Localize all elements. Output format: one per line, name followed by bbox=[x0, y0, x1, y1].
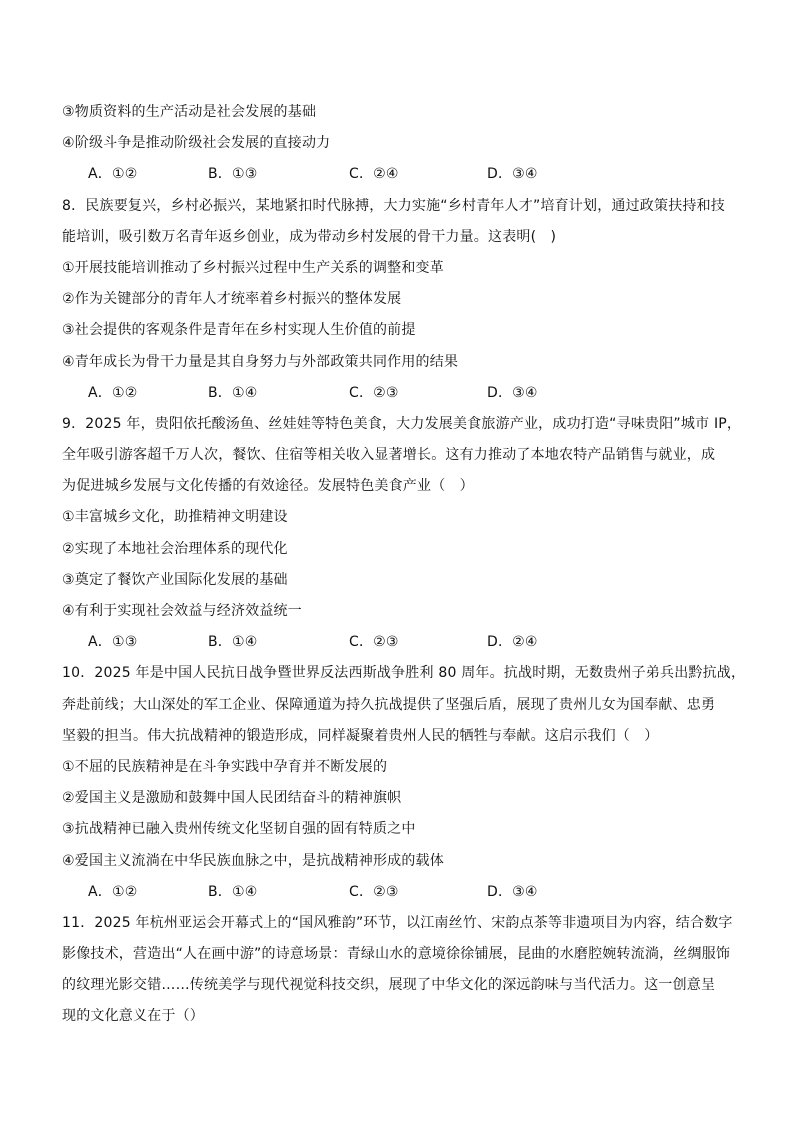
text-line: 影像技术，营造出“人在画中游”的诗意场景：青绿山水的意境徐徐铺展，昆曲的水磨腔婉转流淌，丝绸服饰 bbox=[62, 946, 731, 963]
answer-options bbox=[62, 630, 732, 661]
text-line: 9．2025 年，贵阳依托酸汤鱼、丝娃娃等特色美食，大力发展美食旅游产业，成功打造“寻味贵阳”城市 IP， bbox=[62, 415, 742, 432]
text-line: 8．民族要复兴，乡村必振兴，某地紧扣时代脉搏，大力实施“乡村青年人才”培育计划，通过政策扶持和技 bbox=[62, 197, 726, 214]
text-line: 现的文化意义在于（） bbox=[62, 1008, 204, 1025]
text-line: ④阶级斗争是推动阶级社会发展的直接动力 bbox=[62, 135, 331, 152]
text-line: ③物质资料的生产活动是社会发展的基础 bbox=[62, 104, 317, 120]
answer-options bbox=[62, 381, 732, 412]
text-line: ②爱国主义是激励和鼓舞中国人民团结奋斗的精神旗帜 bbox=[62, 790, 402, 807]
answer-option: A．①② bbox=[88, 883, 138, 900]
answer-option: C．②④ bbox=[349, 166, 399, 183]
text-line: ①不屈的民族精神是在斗争实践中孕育并不断发展的 bbox=[62, 758, 388, 775]
text-line: 为促进城乡发展与文化传播的有效途径。发展特色美食产业（ ） bbox=[62, 478, 474, 495]
text-line: 的纹理光影交错……传统美学与现代视觉科技交织，展现了中华文化的深远韵味与当代活力。这一创意呈 bbox=[62, 977, 716, 994]
text-line: 全年吸引游客超千万人次，餐饮、住宿等相关收入显著增长。这有力推动了本地农特产品销售与就业，成 bbox=[62, 447, 716, 464]
answer-option: B．①④ bbox=[208, 883, 258, 900]
answer-option: A．①③ bbox=[88, 634, 138, 651]
answer-option: C．②③ bbox=[349, 883, 399, 900]
text-line: ④爱国主义流淌在中华民族血脉之中，是抗战精神形成的载体 bbox=[62, 852, 444, 869]
text-line: ④有利于实现社会效益与经济效益统一 bbox=[62, 603, 302, 619]
text-line: ①丰富城乡文化，助推精神文明建设 bbox=[62, 509, 288, 526]
text-line: ③抗战精神已融入贵州传统文化坚韧自强的固有特质之中 bbox=[62, 821, 416, 838]
answer-option: D．②④ bbox=[487, 634, 538, 651]
exam-page bbox=[62, 100, 746, 1036]
answer-option: B．①④ bbox=[208, 634, 258, 651]
text-line: ④青年成长为骨干力量是其自身努力与外部政策共同作用的结果 bbox=[62, 353, 459, 370]
answer-options bbox=[62, 880, 732, 911]
answer-option: B．①④ bbox=[208, 384, 258, 401]
text-line: 奔赴前线；大山深处的军工企业、保障通道为持久抗战提供了坚强后盾，展现了贵州儿女为国奉献、忠勇 bbox=[62, 696, 716, 713]
text-line: ③社会提供的客观条件是青年在乡村实现人生价值的前提 bbox=[62, 322, 416, 339]
answer-option: D．③④ bbox=[487, 883, 538, 900]
answer-option: D．③④ bbox=[487, 384, 538, 401]
answer-option: A．①② bbox=[88, 166, 138, 183]
text-line: ②实现了本地社会治理体系的现代化 bbox=[62, 540, 288, 557]
answer-option: C．②③ bbox=[349, 384, 399, 401]
text-line: 坚毅的担当。伟大抗战精神的锻造形成，同样凝聚着贵州人民的牺牲与奉献。这启示我们（ ） bbox=[62, 727, 659, 744]
answer-option: C．②③ bbox=[349, 634, 399, 651]
text-line: ③奠定了餐饮产业国际化发展的基础 bbox=[62, 571, 288, 588]
text-line: ②作为关键部分的青年人才统率着乡村振兴的整体发展 bbox=[62, 291, 402, 308]
text-line: 11．2025 年杭州亚运会开幕式上的“国风雅韵”环节，以江南丝竹、宋韵点茶等非遗项目为内容，结合数字 bbox=[62, 914, 733, 931]
text-line: 10．2025 年是中国人民抗日战争暨世界反法西斯战争胜利 80 周年。抗战时期，无数贵州子弟兵出黔抗战， bbox=[62, 665, 746, 682]
answer-option: A．①② bbox=[88, 384, 138, 401]
answer-options bbox=[62, 162, 732, 193]
answer-option: D．③④ bbox=[487, 166, 538, 183]
text-line: 能培训，吸引数万名青年返乡创业，成为带动乡村发展的骨干力量。这表明( ) bbox=[62, 228, 557, 245]
text-line: ①开展技能培训推动了乡村振兴过程中生产关系的调整和变革 bbox=[62, 259, 444, 276]
answer-option: B．①③ bbox=[208, 166, 258, 183]
